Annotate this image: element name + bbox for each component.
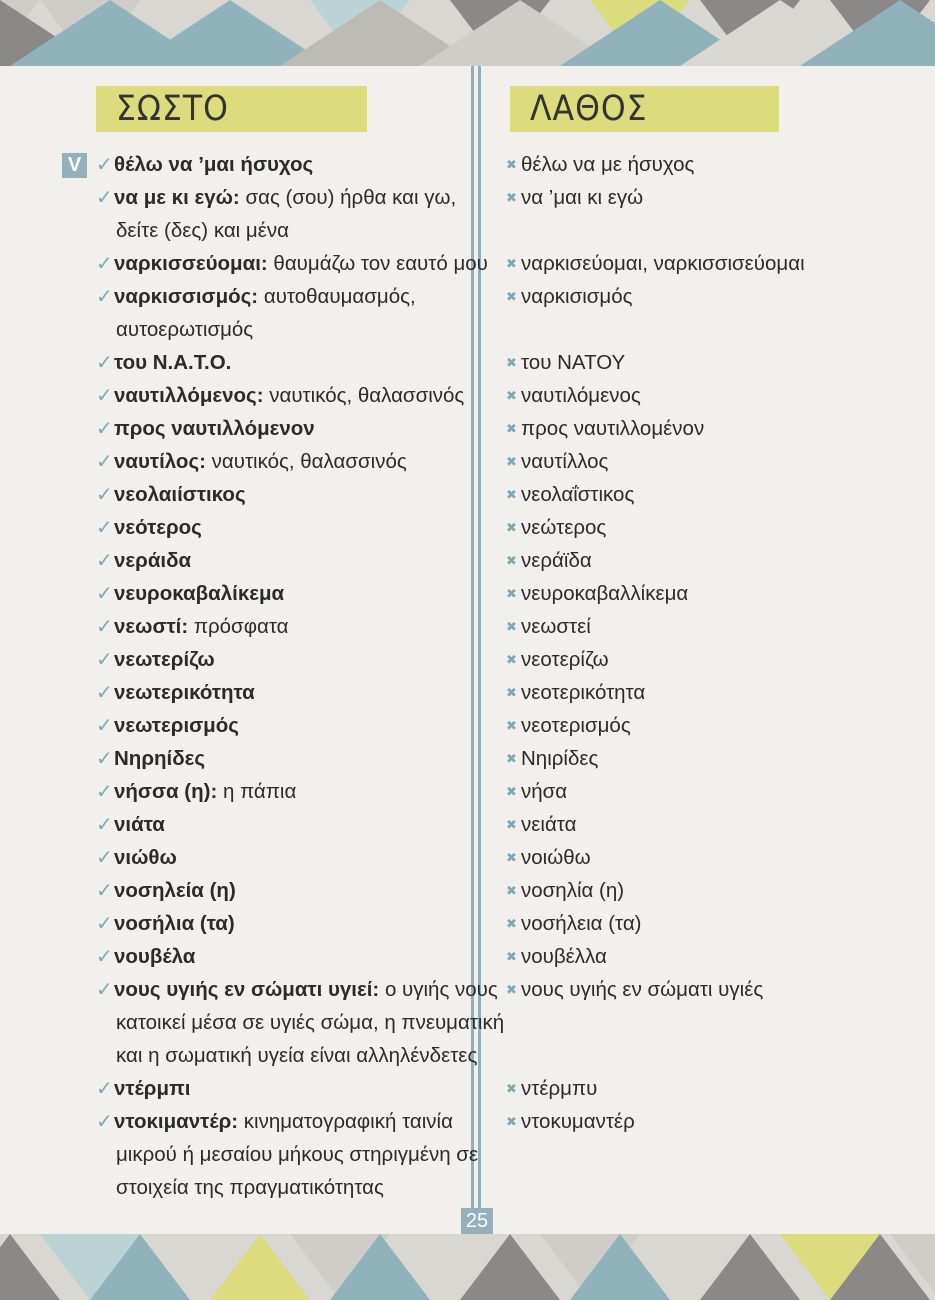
wrong-entry xyxy=(506,610,591,643)
correct-term: ναρκισσεύομαι: xyxy=(114,252,268,275)
wrong-header: ΛΑΘΟΣ xyxy=(510,86,779,132)
correct-entry xyxy=(96,544,191,577)
wrong-entry xyxy=(506,445,608,478)
wrong-entry xyxy=(506,775,567,808)
wrong-term: Νηιρίδες xyxy=(521,747,599,770)
wrong-term: ναρκισεύομαι, ναρκισσισεύομαι xyxy=(521,252,805,275)
check-icon: ✓ xyxy=(96,154,113,176)
correct-term: νεράιδα xyxy=(114,549,192,572)
wrong-term: νήσα xyxy=(521,780,568,803)
wrong-entry xyxy=(506,544,592,577)
wrong-term: να ’μαι κι εγώ xyxy=(521,186,644,209)
correct-header: ΣΩΣΤΟ xyxy=(96,86,367,132)
correct-entry xyxy=(96,148,313,181)
wrong-entry xyxy=(506,643,609,676)
correct-term: νεωτερισμός xyxy=(114,714,239,737)
letter-badge: V xyxy=(62,153,87,178)
wrong-entry xyxy=(506,742,598,775)
wrong-entry xyxy=(506,709,631,742)
correct-term: νεωστί: xyxy=(114,615,189,638)
cross-icon: ✖ xyxy=(506,586,517,601)
check-icon: ✓ xyxy=(96,616,113,638)
correct-entry xyxy=(96,775,296,808)
cross-icon: ✖ xyxy=(506,652,517,667)
cross-icon: ✖ xyxy=(506,883,517,898)
check-icon: ✓ xyxy=(96,1078,113,1100)
bottom-decorative-band xyxy=(0,1234,935,1300)
cross-icon: ✖ xyxy=(506,553,517,568)
wrong-term: ντοκυμαντέρ xyxy=(521,1110,635,1133)
wrong-entry xyxy=(506,346,625,379)
check-icon: ✓ xyxy=(96,946,113,968)
correct-entry xyxy=(96,247,488,280)
correct-term: Νηρηίδες xyxy=(114,747,206,770)
wrong-entry xyxy=(506,1105,635,1138)
check-icon: ✓ xyxy=(96,748,113,770)
check-icon: ✓ xyxy=(96,583,113,605)
check-icon: ✓ xyxy=(96,550,113,572)
definition: η πάπια xyxy=(217,780,297,803)
cross-icon: ✖ xyxy=(506,949,517,964)
correct-entry xyxy=(96,643,215,676)
correct-entry xyxy=(96,280,416,313)
definition: ναυτικός, θαλασσινός xyxy=(263,384,465,407)
wrong-term: νεράϊδα xyxy=(521,549,592,572)
definition: θαυμάζω τον εαυτό μου xyxy=(267,252,488,275)
definition: ναυτικός, θαλασσινός xyxy=(205,450,407,473)
wrong-term: νειάτα xyxy=(521,813,577,836)
correct-entry xyxy=(96,973,498,1006)
cross-icon: ✖ xyxy=(506,817,517,832)
correct-entry xyxy=(96,742,205,775)
correct-term: νεότερος xyxy=(114,516,202,539)
correct-term: νιάτα xyxy=(114,813,165,836)
check-icon: ✓ xyxy=(96,451,113,473)
cross-icon: ✖ xyxy=(506,916,517,931)
correct-term: του Ν.Α.Τ.Ο. xyxy=(114,351,232,374)
correct-term: νιώθω xyxy=(114,846,177,869)
wrong-term: ναυτιλόμενος xyxy=(521,384,641,407)
correct-entry xyxy=(96,874,236,907)
cross-icon: ✖ xyxy=(506,190,517,205)
correct-entry xyxy=(96,181,456,214)
correct-entry xyxy=(96,907,235,940)
correct-term: νεωτερίζω xyxy=(114,648,215,671)
correct-entry xyxy=(96,676,255,709)
correct-entry xyxy=(96,940,195,973)
correct-entry xyxy=(96,709,239,742)
check-icon: ✓ xyxy=(96,1111,113,1133)
definition-continuation: κατοικεί μέσα σε υγιές σώμα, η πνευματική xyxy=(116,1011,505,1034)
check-icon: ✓ xyxy=(96,484,113,506)
wrong-entry xyxy=(506,1072,597,1105)
wrong-term: νους υγιής εν σώματι υγιές xyxy=(521,978,764,1001)
wrong-entry xyxy=(506,379,641,412)
wrong-entry xyxy=(506,280,633,313)
cross-icon: ✖ xyxy=(506,1114,517,1129)
check-icon: ✓ xyxy=(96,517,113,539)
check-icon: ✓ xyxy=(96,913,113,935)
cross-icon: ✖ xyxy=(506,982,517,997)
correct-entry xyxy=(96,511,202,544)
cross-icon: ✖ xyxy=(506,454,517,469)
wrong-entry xyxy=(506,478,634,511)
correct-term: θέλω να ’μαι ήσυχος xyxy=(114,153,314,176)
cross-icon: ✖ xyxy=(506,421,517,436)
correct-term: ντέρμπι xyxy=(114,1077,191,1100)
correct-term: νεωτερικότητα xyxy=(114,681,255,704)
wrong-entry xyxy=(506,577,688,610)
wrong-term: νουβέλλα xyxy=(521,945,607,968)
correct-entry xyxy=(96,1105,453,1138)
wrong-entry xyxy=(506,148,694,181)
check-icon: ✓ xyxy=(96,385,113,407)
correct-entry xyxy=(96,346,231,379)
definition: σας (σου) ήρθα και γω, xyxy=(239,186,457,209)
correct-term: νεολαιίστικος xyxy=(114,483,246,506)
check-icon: ✓ xyxy=(96,286,113,308)
correct-term: προς ναυτιλλόμενον xyxy=(114,417,315,440)
cross-icon: ✖ xyxy=(506,157,517,172)
wrong-term: νεοτερίζω xyxy=(521,648,609,671)
wrong-term: νεοτερισμός xyxy=(521,714,631,737)
check-icon: ✓ xyxy=(96,781,113,803)
wrong-term: νεοτερικότητα xyxy=(521,681,646,704)
cross-icon: ✖ xyxy=(506,256,517,271)
wrong-term: θέλω να με ήσυχος xyxy=(521,153,695,176)
cross-icon: ✖ xyxy=(506,520,517,535)
wrong-term: νεώτερος xyxy=(521,516,607,539)
cross-icon: ✖ xyxy=(506,289,517,304)
check-icon: ✓ xyxy=(96,418,113,440)
correct-entry xyxy=(96,577,284,610)
page-number: 25 xyxy=(461,1208,493,1234)
correct-entry xyxy=(96,610,289,643)
wrong-entry xyxy=(506,940,607,973)
check-icon: ✓ xyxy=(96,979,113,1001)
definition-continuation: αυτοερωτισμός xyxy=(116,318,254,341)
correct-entry xyxy=(96,841,177,874)
correct-entry xyxy=(96,412,315,445)
correct-entry xyxy=(96,445,407,478)
cross-icon: ✖ xyxy=(506,850,517,865)
correct-term: ναρκισσισμός: xyxy=(114,285,259,308)
correct-entry xyxy=(96,379,464,412)
wrong-entry xyxy=(506,412,704,445)
wrong-term: νευροκαβαλλίκεμα xyxy=(521,582,689,605)
wrong-term: προς ναυτιλλομένον xyxy=(521,417,705,440)
definition-continuation: δείτε (δες) και μένα xyxy=(116,219,289,242)
wrong-entry xyxy=(506,841,591,874)
wrong-entry xyxy=(506,973,763,1006)
definition-continuation: μικρού ή μεσαίου μήκους στηριγμένη σε xyxy=(116,1143,479,1166)
correct-term: νους υγιής εν σώματι υγιεί: xyxy=(114,978,380,1001)
wrong-term: νοσήλεια (τα) xyxy=(521,912,642,935)
wrong-entry xyxy=(506,808,576,841)
cross-icon: ✖ xyxy=(506,487,517,502)
correct-term: νουβέλα xyxy=(114,945,196,968)
correct-entry xyxy=(96,808,165,841)
correct-term: ντοκιμαντέρ: xyxy=(114,1110,239,1133)
check-icon: ✓ xyxy=(96,187,113,209)
definition: πρόσφατα xyxy=(188,615,289,638)
check-icon: ✓ xyxy=(96,715,113,737)
correct-term: νήσσα (η): xyxy=(114,780,218,803)
wrong-term: νεολαΐστικος xyxy=(521,483,635,506)
check-icon: ✓ xyxy=(96,352,113,374)
wrong-term: νοιώθω xyxy=(521,846,591,869)
definition: κινηματογραφική ταινία xyxy=(238,1110,453,1133)
cross-icon: ✖ xyxy=(506,751,517,766)
wrong-entry xyxy=(506,874,624,907)
cross-icon: ✖ xyxy=(506,784,517,799)
wrong-entry xyxy=(506,907,642,940)
wrong-term: νοσηλία (η) xyxy=(521,879,625,902)
correct-term: νευροκαβαλίκεμα xyxy=(114,582,285,605)
check-icon: ✓ xyxy=(96,253,113,275)
wrong-term: ντέρμπυ xyxy=(521,1077,598,1100)
cross-icon: ✖ xyxy=(506,619,517,634)
correct-term: νοσήλια (τα) xyxy=(114,912,235,935)
wrong-term: του ΝΑΤΟΥ xyxy=(521,351,626,374)
definition: ο υγιής νους xyxy=(379,978,498,1001)
definition-continuation: στοιχεία της πραγματικότητας xyxy=(116,1176,384,1199)
check-icon: ✓ xyxy=(96,847,113,869)
cross-icon: ✖ xyxy=(506,355,517,370)
wrong-term: νεωστεί xyxy=(521,615,591,638)
wrong-entry xyxy=(506,676,645,709)
wrong-entry xyxy=(506,247,805,280)
correct-entry xyxy=(96,478,246,511)
wrong-term: ναρκισισμός xyxy=(521,285,633,308)
correct-entry xyxy=(96,1072,190,1105)
check-icon: ✓ xyxy=(96,814,113,836)
wrong-entry xyxy=(506,511,606,544)
correct-term: ναυτίλος: xyxy=(114,450,206,473)
top-decorative-band xyxy=(0,0,935,66)
definition-continuation: και η σωματική υγεία είναι αλληλένδετες xyxy=(116,1044,478,1067)
cross-icon: ✖ xyxy=(506,1081,517,1096)
cross-icon: ✖ xyxy=(506,685,517,700)
cross-icon: ✖ xyxy=(506,718,517,733)
check-icon: ✓ xyxy=(96,649,113,671)
definition: αυτοθαυμασμός, xyxy=(258,285,416,308)
check-icon: ✓ xyxy=(96,880,113,902)
check-icon: ✓ xyxy=(96,682,113,704)
wrong-entry xyxy=(506,181,643,214)
cross-icon: ✖ xyxy=(506,388,517,403)
wrong-term: ναυτίλλος xyxy=(521,450,609,473)
correct-term: να με κι εγώ: xyxy=(114,186,240,209)
correct-term: ναυτιλλόμενος: xyxy=(114,384,264,407)
correct-term: νοσηλεία (η) xyxy=(114,879,236,902)
